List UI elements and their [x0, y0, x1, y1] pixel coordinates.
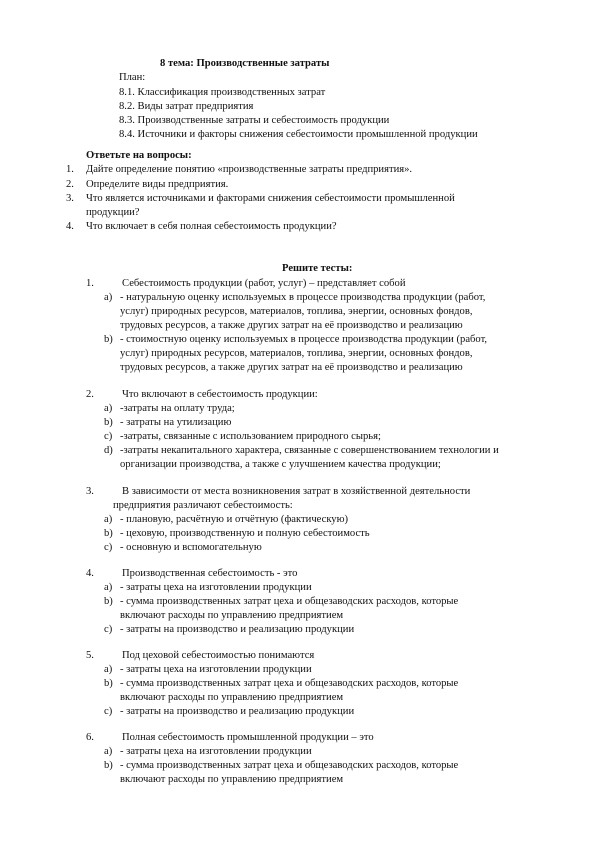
option-letter: b): [104, 417, 113, 428]
option-letter: a): [104, 746, 113, 757]
test-number: 1.: [86, 278, 94, 289]
option-text: - цеховую, производственную и полную себестоимость: [120, 528, 370, 539]
option-text: - натуральную оценку используемых в процессе производства продукции (работ,: [120, 292, 486, 303]
option-letter: d): [104, 445, 113, 456]
tests-heading: Решите тесты:: [282, 263, 353, 274]
option-text: трудовых ресурсов, а также других затрат на её производство и реализацию: [120, 362, 463, 373]
question-text: продукции?: [86, 207, 140, 218]
test-number: 2.: [86, 389, 94, 400]
option-text: -затраты на оплату труда;: [120, 403, 235, 414]
option-letter: a): [104, 292, 113, 303]
questions-heading: Ответьте на вопросы:: [86, 150, 192, 161]
test-question: Что включают в себестоимость продукции:: [122, 389, 318, 400]
option-text: - затраты цеха на изготовлении продукции: [120, 664, 312, 675]
option-letter: a): [104, 514, 113, 525]
test-question-cont: предприятия различают себестоимость:: [113, 500, 293, 511]
test-question: В зависимости от места возникновения затрат в хозяйственной деятельности: [122, 486, 471, 497]
option-text: - сумма производственных затрат цеха и общезаводских расходов, которые: [120, 760, 459, 771]
question-number: 3.: [66, 193, 74, 204]
option-text: включают расходы по управлению предприятием: [120, 610, 344, 621]
test-question: Полная себестоимость промышленной продукции – это: [122, 732, 374, 743]
option-letter: c): [104, 624, 113, 635]
test-number: 6.: [86, 732, 94, 743]
option-text: трудовых ресурсов, а также других затрат на её производство и реализацию: [120, 320, 463, 331]
option-letter: b): [104, 760, 113, 771]
option-text: - плановую, расчётную и отчётную (фактическую): [120, 514, 349, 525]
option-text: - затраты цеха на изготовлении продукции: [120, 582, 312, 593]
test-question: Себестоимость продукции (работ, услуг) – представляет собой: [122, 278, 406, 289]
plan-label: План:: [119, 72, 146, 83]
option-text: услуг) природных ресурсов, материалов, топлива, энергии, основных фондов,: [120, 348, 473, 359]
option-text: - стоимостную оценку используемых в процессе производства продукции (работ,: [120, 334, 488, 345]
option-letter: b): [104, 528, 113, 539]
option-text: - затраты цеха на изготовлении продукции: [120, 746, 312, 757]
option-letter: b): [104, 678, 113, 689]
option-letter: c): [104, 431, 113, 442]
option-letter: c): [104, 542, 113, 553]
option-text: услуг) природных ресурсов, материалов, топлива, энергии, основных фондов,: [120, 306, 473, 317]
option-text: - сумма производственных затрат цеха и общезаводских расходов, которые: [120, 678, 459, 689]
option-text: включают расходы по управлению предприятием: [120, 692, 344, 703]
plan-item: 8.3. Производственные затраты и себестоимость продукции: [119, 115, 390, 126]
option-letter: c): [104, 706, 113, 717]
question-number: 4.: [66, 221, 74, 232]
question-text: Определите виды предприятия.: [86, 179, 229, 190]
option-letter: a): [104, 664, 113, 675]
question-number: 2.: [66, 179, 74, 190]
option-letter: a): [104, 403, 113, 414]
plan-item: 8.1. Классификация производственных затрат: [119, 87, 326, 98]
plan-item: 8.2. Виды затрат предприятия: [119, 101, 254, 112]
option-text: организации производства, а также с улучшением качества продукции;: [120, 459, 441, 470]
question-text: Что включает в себя полная себестоимость продукции?: [86, 221, 337, 232]
option-text: - сумма производственных затрат цеха и общезаводских расходов, которые: [120, 596, 459, 607]
option-text: - затраты на производство и реализацию продукции: [120, 624, 355, 635]
option-text: -затраты некапитального характера, связанные с совершенствованием технологии и: [120, 445, 499, 456]
option-letter: b): [104, 334, 113, 345]
option-text: - затраты на производство и реализацию продукции: [120, 706, 355, 717]
test-question: Под цеховой себестоимостью понимаются: [122, 650, 315, 661]
plan-item: 8.4. Источники и факторы снижения себестоимости промышленной продукции: [119, 129, 478, 140]
question-text: Дайте определение понятию «производственные затраты предприятия».: [86, 164, 413, 175]
test-number: 4.: [86, 568, 94, 579]
option-text: включают расходы по управлению предприятием: [120, 774, 344, 785]
option-letter: a): [104, 582, 113, 593]
option-text: -затраты, связанные с использованием природного сырья;: [120, 431, 381, 442]
question-text: Что является источниками и факторами снижения себестоимости промышленной: [86, 193, 455, 204]
option-text: - затраты на утилизацию: [120, 417, 232, 428]
question-number: 1.: [66, 164, 74, 175]
test-question: Производственная себестоимость - это: [122, 568, 298, 579]
option-letter: b): [104, 596, 113, 607]
option-text: - основную и вспомогательную: [120, 542, 262, 553]
test-number: 3.: [86, 486, 94, 497]
test-number: 5.: [86, 650, 94, 661]
page-title: 8 тема: Производственные затраты: [160, 58, 330, 69]
